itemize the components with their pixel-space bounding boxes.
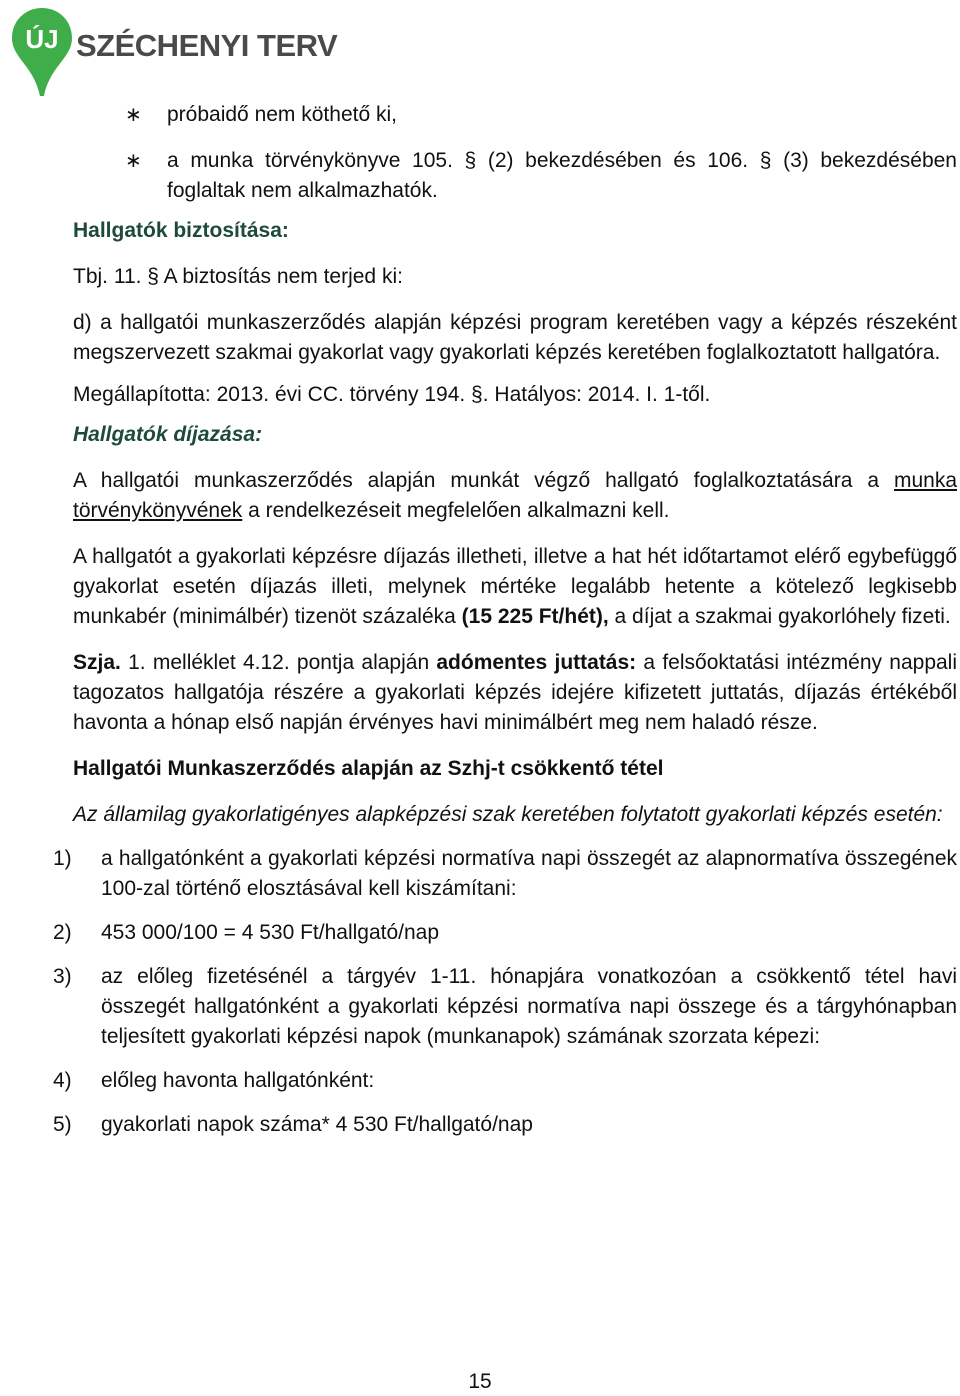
logo-badge: ÚJ <box>25 24 59 54</box>
paragraph <box>73 542 957 632</box>
asterisk-bullet-icon: ∗ <box>125 150 142 172</box>
text-run: 1. melléklet 4.12. pontja alapján <box>120 651 437 674</box>
list-text: 453 000/100 = 4 530 Ft/hallgató/nap <box>101 921 440 944</box>
map-pin-badge-icon <box>10 6 74 98</box>
paragraph: d) a hallgatói munkaszerződés alapján képzési program keretében vagy a képzés részeként megszervezett szakmai gyakorlat vagy gyakorlati képzés keretében foglalkoztatott hallgatóra. <box>73 311 957 364</box>
bold-amount: (15 225 Ft/hét), <box>461 605 609 628</box>
section-heading-csokkento: Hallgatói Munkaszerződés alapján az Szhj-t csökkentő tétel <box>73 757 664 780</box>
list-text: az előleg fizetésénél a tárgyév 1-11. hónapjára vonatkozóan a csökkentő tétel havi összegét hallgatónként a gyakorlati képzési normatíva napi összege és a tárgyhónapban teljesített gyakorlati képzési napok (munkanapok) számának szorzata képezi: <box>101 965 957 1048</box>
bullet-text: próbaidő nem köthető ki, <box>167 103 397 126</box>
list-text: a hallgatónként a gyakorlati képzési normatíva napi összegét az alapnormatíva összegének 100-zal történő elosztásával kell kiszámítani: <box>101 847 957 900</box>
text-run: a díjat a szakmai gyakorlóhely fizeti. <box>608 605 951 628</box>
document-body <box>53 92 958 1140</box>
bullet-item <box>73 146 957 206</box>
list-item <box>53 1110 957 1140</box>
paragraph <box>73 466 957 526</box>
section-heading-dijazas: Hallgatók díjazása: <box>73 423 263 446</box>
logo-text: SZÉCHENYI TERV <box>76 28 338 63</box>
legal-reference: Tbj. 11. § A biztosítás nem terjed ki: <box>73 265 403 288</box>
bold-term: Szja. <box>73 651 121 674</box>
bullet-item <box>73 100 957 130</box>
bold-term: adómentes juttatás: <box>436 651 637 674</box>
bullet-text: a munka törvénykönyve 105. § (2) bekezdésében és 106. § (3) bekezdésében foglaltak nem alkalmazhatók. <box>167 149 957 202</box>
law-link[interactable]: munka törvénykönyvének <box>73 469 957 522</box>
list-number: 1) <box>53 847 72 870</box>
list-item <box>53 918 957 948</box>
list-text: gyakorlati napok száma* 4 530 Ft/hallgató/nap <box>101 1113 533 1136</box>
list-item <box>53 962 957 1052</box>
text-run: a rendelkezéseit megfelelően alkalmazni kell. <box>242 499 670 522</box>
list-text: előleg havonta hallgatónként: <box>101 1069 375 1092</box>
section-heading-biztositas: Hallgatók biztosítása: <box>73 219 289 242</box>
list-item <box>53 844 957 904</box>
source-note: Megállapította: 2013. évi CC. törvény 194. §. Hatályos: 2014. I. 1-től. <box>73 383 711 406</box>
list-number: 2) <box>53 921 72 944</box>
text-run: a felsőoktatási intézmény nappali tagozatos hallgatója részére a gyakorlati képzés idejére kifizetett juttatás, díjazás értékéből havonta a hónap első napján érvényes havi minimálbért meg nem haladó része. <box>73 651 958 734</box>
text-run: A hallgatót a gyakorlati képzésre díjazás illetheti, illetve a hat hét időtartamot elérő egybefüggő gyakorlat esetén díjazás illeti, melynek mértéke legalább hetente a kötelező legkisebb munkabér (minimálbér) tizenöt százaléka <box>73 545 957 628</box>
list-number: 3) <box>53 965 72 988</box>
list-number: 4) <box>53 1069 72 1092</box>
text-run: A hallgatói munkaszerződés alapján munkát végző hallgató foglalkoztatására a <box>73 469 894 492</box>
list-number: 5) <box>53 1113 72 1136</box>
asterisk-bullet-icon: ∗ <box>125 104 142 126</box>
section-intro: Az államilag gyakorlatigényes alapképzési szak keretében folytatott gyakorlati képzés esetén: <box>73 803 943 826</box>
list-item <box>53 1066 957 1096</box>
page-number: 15 <box>468 1370 492 1393</box>
paragraph <box>73 648 957 738</box>
